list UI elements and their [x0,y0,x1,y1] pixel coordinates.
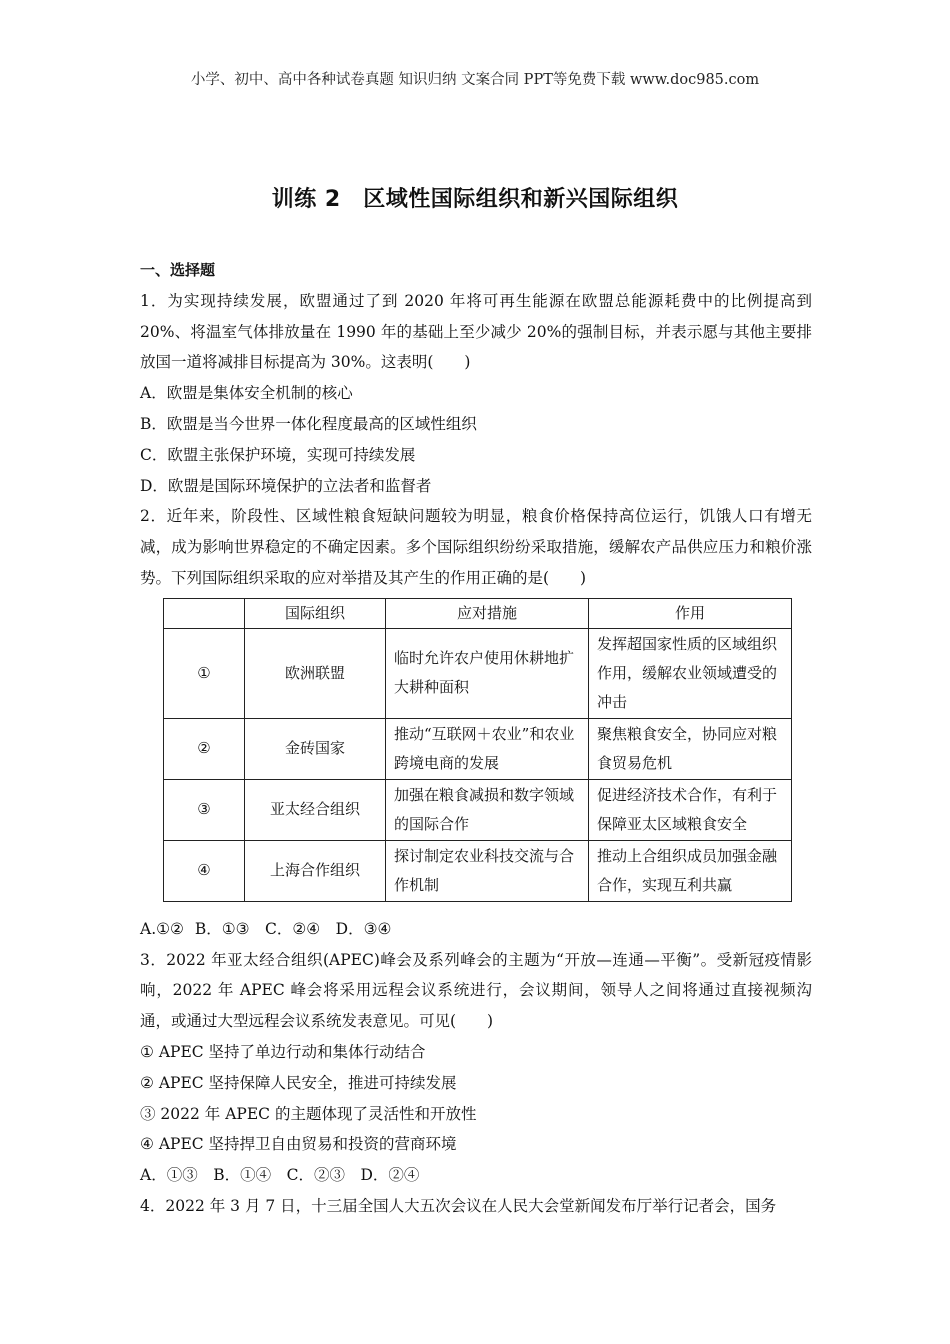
row-number: ④ [164,840,245,901]
table-header-org: 国际组织 [245,598,386,628]
row-organization: 亚太经合组织 [245,779,386,840]
table-row [164,718,792,779]
question-1-option-b: B．欧盟是当今世界一体化程度最高的区域性组织 [140,414,477,433]
table-header-blank [164,598,245,628]
row-measure: 加强在粮食减损和数字领域的国际合作 [386,779,589,840]
row-effect: 促进经济技术合作，有利于保障亚太区域粮食安全 [589,779,792,840]
row-measure: 推动“互联网＋农业”和农业跨境电商的发展 [386,718,589,779]
question-3-options: A．①③ B．①④ C．②③ D．②④ [140,1166,420,1185]
page-title: 训练 2 区域性国际组织和新兴国际组织 [271,187,679,212]
measures-table [163,598,792,902]
table-row [164,779,792,840]
row-effect: 聚焦粮食安全，协同应对粮食贸易危机 [589,718,792,779]
question-1-option-c: C．欧盟主张保护环境，实现可持续发展 [140,445,416,464]
question-3-item-1: ① APEC 坚持了单边行动和集体行动结合 [140,1042,426,1061]
question-2-options: A.①② B．①③ C．②④ D．③④ [140,919,392,938]
row-number: ③ [164,779,245,840]
question-2-stem: 2．近年来，阶段性、区域性粮食短缺问题较为明显，粮食价格保持高位运行，饥饿人口有增无减，成为影响世界稳定的不确定因素。多个国际组织纷纷采取措施，缓解农产品供应压力和粮价涨势。下列国际组织采取的应对举措及其产生的作用正确的是( ) [140,507,812,587]
question-3-item-2: ② APEC 坚持保障人民安全，推进可持续发展 [140,1073,457,1092]
question-3-item-4: ④ APEC 坚持捍卫自由贸易和投资的营商环境 [140,1135,457,1154]
table-header-effect: 作用 [589,598,792,628]
row-measure: 临时允许农户使用休耕地扩大耕种面积 [386,628,589,718]
row-number: ② [164,718,245,779]
question-4-stem: 4．2022 年 3 月 7 日，十三届全国人大五次会议在人民大会堂新闻发布厅举行记者会，国务 [140,1196,777,1215]
row-measure: 探讨制定农业科技交流与合作机制 [386,840,589,901]
page-header: 小学、初中、高中各种试卷真题 知识归纳 文案合同 PPT等免费下载 www.doc985.com [190,72,760,88]
table-row [164,840,792,901]
row-organization: 欧洲联盟 [245,628,386,718]
table-row [164,628,792,718]
row-effect: 发挥超国家性质的区域组织作用，缓解农业领域遭受的冲击 [589,628,792,718]
section-heading: 一、选择题 [140,261,216,279]
question-3-item-3: ③ 2022 年 APEC 的主题体现了灵活性和开放性 [140,1104,477,1123]
row-number: ① [164,628,245,718]
question-1-stem: 1．为实现持续发展，欧盟通过了到 2020 年将可再生能源在欧盟总能源耗费中的比例提高到 20%、将温室气体排放量在 1990 年的基础上至少减少 20%的强制目标，并表示愿与其他主要排放国一道将减排目标提高为 30%。这表明( ) [140,291,812,372]
table-header-measure: 应对措施 [386,598,589,628]
table-header-row [164,598,792,628]
row-effect: 推动上合组织成员加强金融合作，实现互利共赢 [589,840,792,901]
question-3-stem: 3．2022 年亚太经合组织(APEC)峰会及系列峰会的主题为“开放—连通—平衡”。受新冠疫情影响，2022 年 APEC 峰会将采用远程会议系统进行，会议期间，领导人之间将通过直接视频沟通，或通过大型远程会议系统发表意见。可见( ) [140,950,812,1031]
content [140,255,812,1222]
row-organization: 金砖国家 [245,718,386,779]
row-organization: 上海合作组织 [245,840,386,901]
question-1-option-d: D．欧盟是国际环境保护的立法者和监督者 [140,476,432,495]
question-1-option-a: A．欧盟是集体安全机制的核心 [140,384,353,403]
